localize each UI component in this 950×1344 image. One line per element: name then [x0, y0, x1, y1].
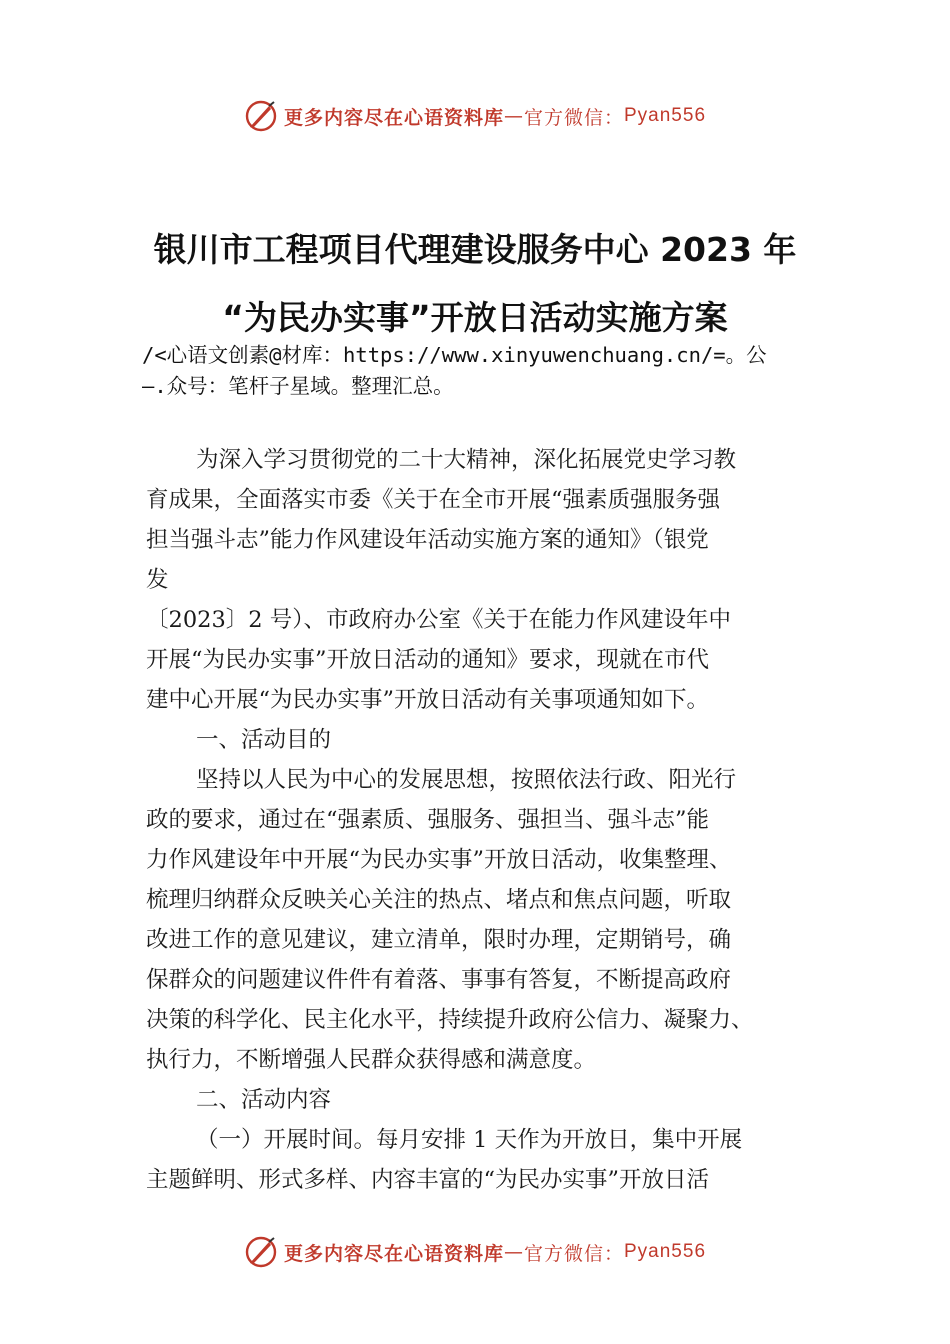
document-title-line-1: 银川市工程项目代理建设服务中心 2023 年	[153, 230, 797, 269]
body-line: 梳理归纳群众反映关心关注的热点、堵点和焦点问题，听取	[146, 887, 732, 913]
document-title-line-2: “为民办实事”开放日活动实施方案	[222, 298, 728, 337]
watermark-wechat-id: Pyan556	[624, 1241, 707, 1262]
source-note	[142, 340, 832, 402]
body-line: 建中心开展“为民办实事”开放日活动有关事项通知如下。	[146, 687, 710, 713]
body-line: 改进工作的意见建议，建立清单，限时办理，定期销号，确	[146, 927, 732, 953]
body-line: 担当强斗志”能力作风建设年活动实施方案的通知》（银党	[146, 527, 709, 553]
watermark-brand: 更多内容尽在心语资料库	[283, 106, 504, 129]
watermark-wechat-id: Pyan556	[624, 105, 707, 126]
body-line: 政的要求，通过在“强素质、强服务、强担当、强斗志”能	[146, 807, 710, 833]
body-line: 力作风建设年中开展“为民办实事”开放日活动，收集整理、	[146, 847, 732, 873]
source-note-line-2: —.众号：笔杆子星域。整理汇总。	[142, 374, 454, 398]
watermark-banner-bottom	[0, 1232, 950, 1272]
quill-logo-icon	[244, 1235, 278, 1269]
body-line: 为深入学习贯彻党的二十大精神，深化拓展党史学习教	[196, 447, 737, 473]
quill-logo-icon	[244, 99, 278, 133]
body-line: 坚持以人民为中心的发展思想，按照依法行政、阳光行	[196, 767, 737, 793]
body-line: 开展“为民办实事”开放日活动的通知》要求，现就在市代	[146, 647, 710, 673]
section-heading: 二、活动内容	[196, 1087, 332, 1113]
document-body	[146, 440, 818, 1200]
body-line: 主题鲜明、形式多样、内容丰富的“为民办实事”开放日活	[146, 1167, 710, 1193]
section-heading: 一、活动目的	[196, 727, 332, 753]
watermark-brand: 更多内容尽在心语资料库	[283, 1242, 504, 1265]
body-line: 〔2023〕2 号）、市政府办公室《关于在能力作风建设年中	[146, 607, 731, 633]
source-note-line-1: /<心语文创素@材库：https://www.xinyuwenchuang.cn/=。公	[142, 343, 767, 367]
body-line: 执行力，不断增强人民群众获得感和满意度。	[146, 1047, 597, 1073]
watermark-official-label: 官方微信：	[523, 1242, 624, 1265]
watermark-banner-top	[0, 96, 950, 136]
watermark-separator: —	[503, 105, 524, 127]
body-line: （一）开展时间。每月安排 1 天作为开放日，集中开展	[196, 1127, 743, 1153]
watermark-official-label: 官方微信：	[523, 106, 624, 129]
watermark-separator: —	[503, 1241, 524, 1263]
body-line: 保群众的问题建议件件有着落、事事有答复，不断提高政府	[146, 967, 732, 993]
body-line: 育成果，全面落实市委《关于在全市开展“强素质强服务强	[146, 487, 721, 513]
body-line: 决策的科学化、民主化水平，持续提升政府公信力、凝聚力、	[146, 1007, 754, 1033]
body-line: 发	[146, 567, 169, 593]
